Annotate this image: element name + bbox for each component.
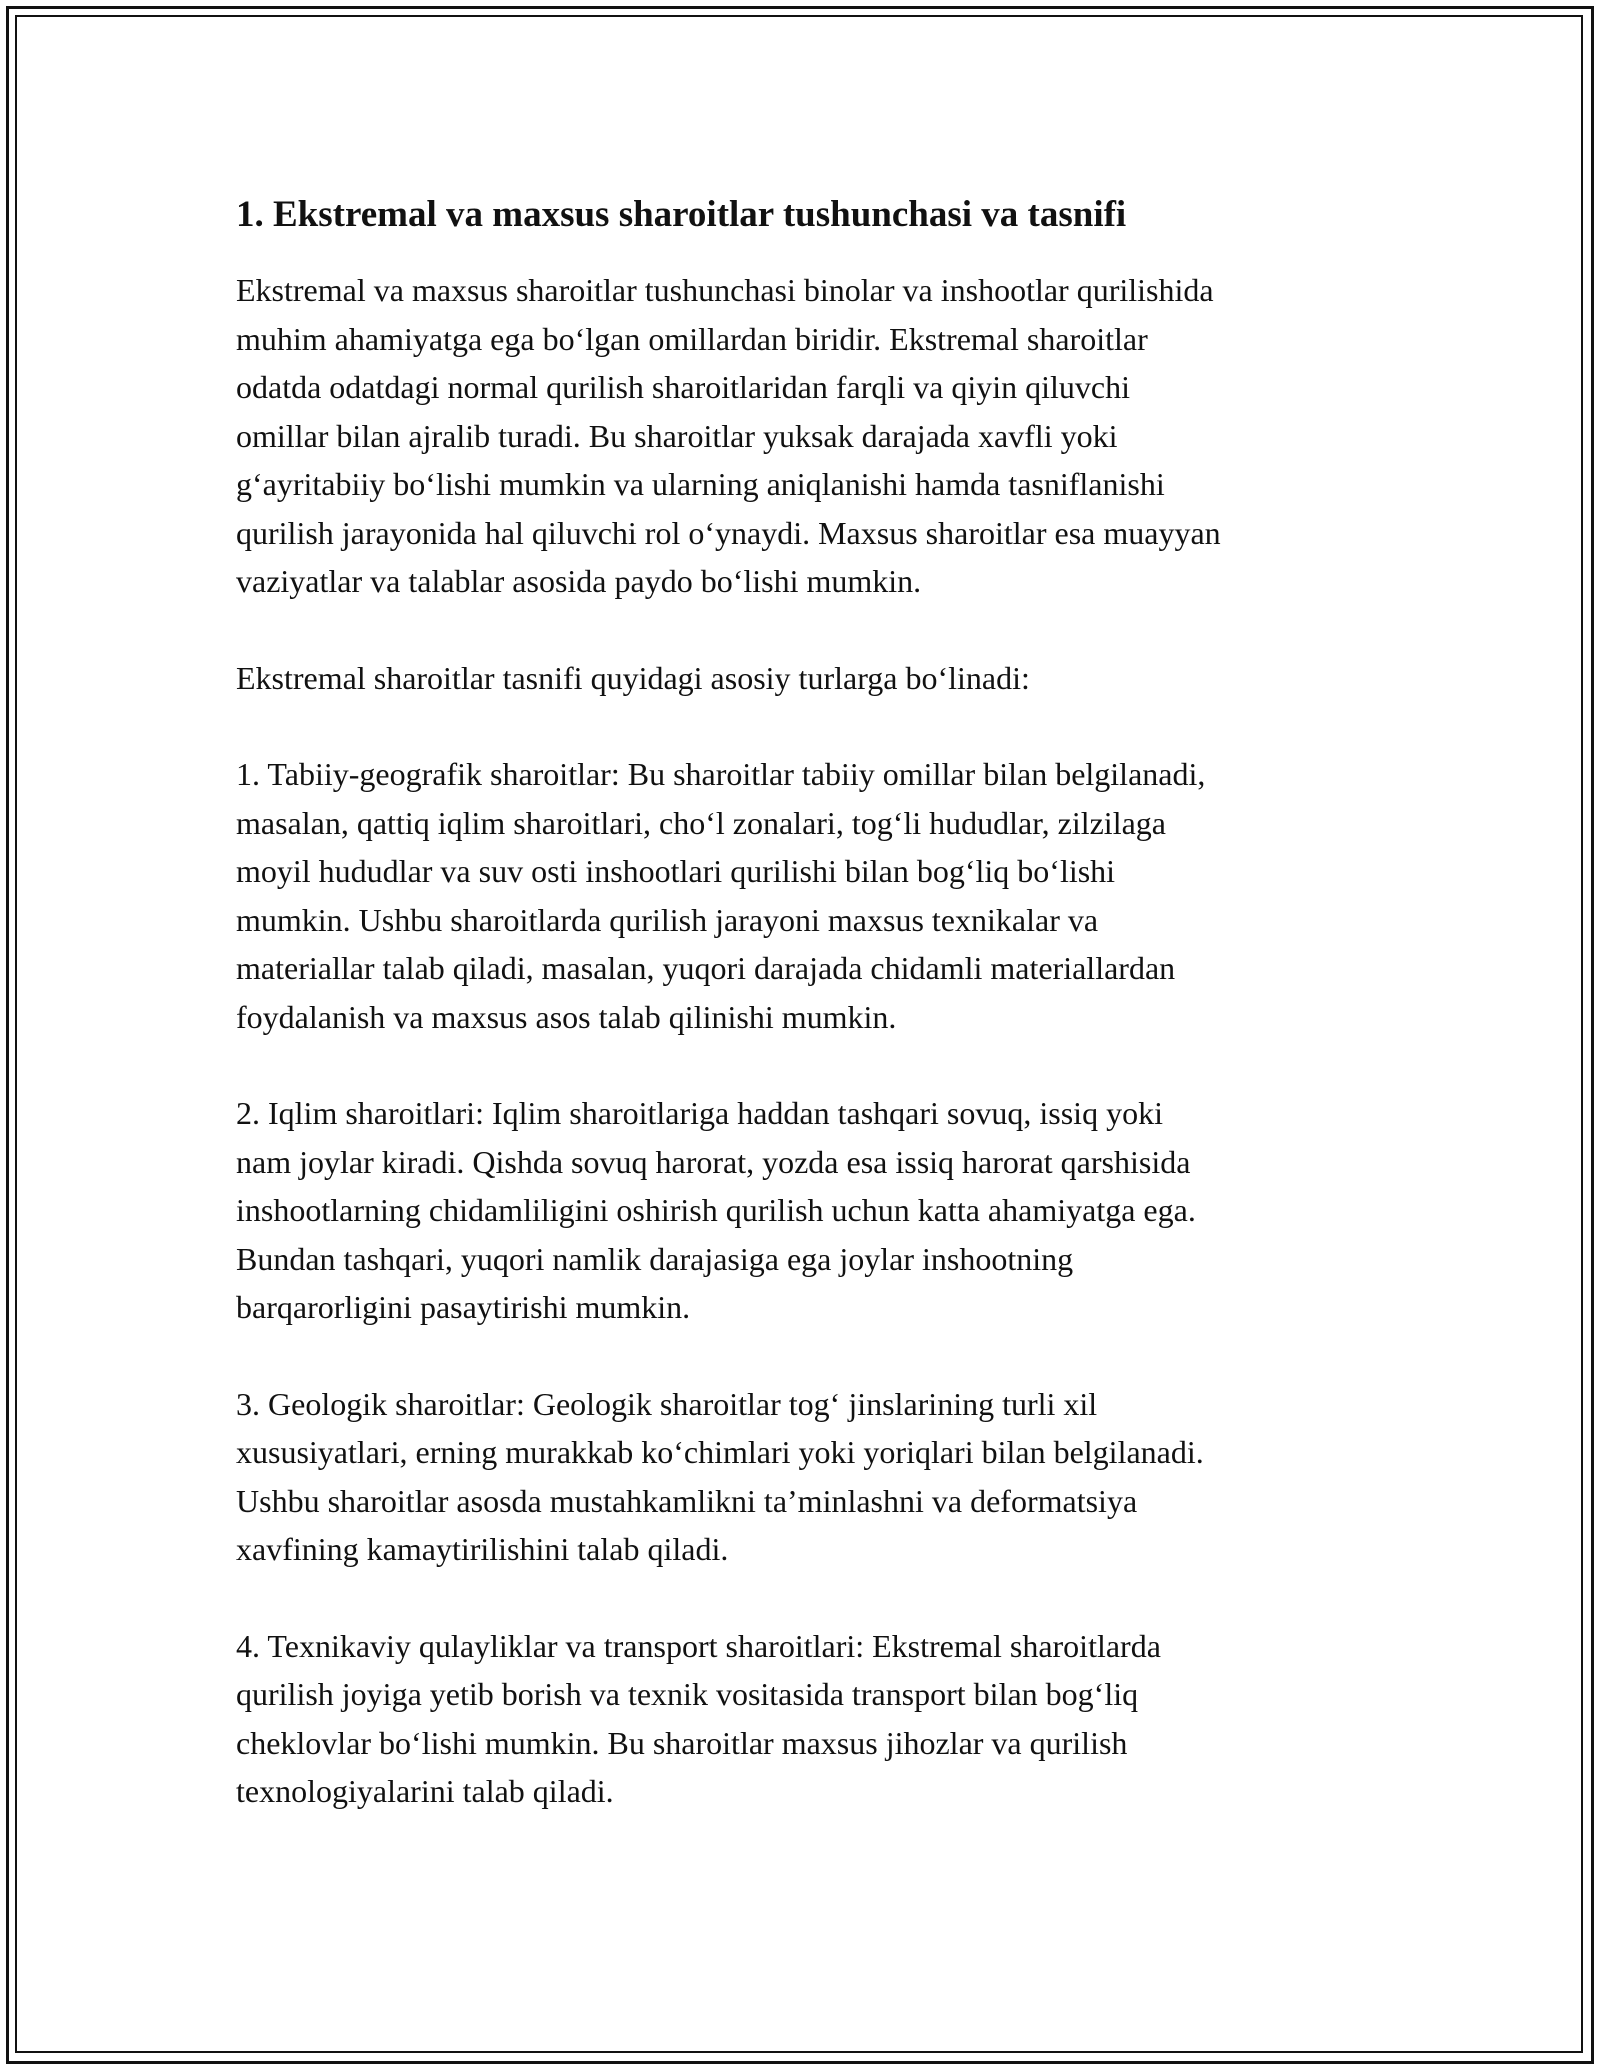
text-line: materiallar talab qiladi, masalan, yuqori darajada chidamli materiallardan: [236, 950, 1176, 986]
text-line: xususiyatlari, erning murakkab ko‘chimlari yoki yoriqlari bilan belgilanadi.: [236, 1434, 1204, 1470]
text-line: moyil hududlar va suv osti inshootlari qurilishi bilan bog‘liq bo‘lishi: [236, 853, 1116, 889]
text-line: foydalanish va maxsus asos talab qilinishi mumkin.: [236, 998, 897, 1035]
text-line: masalan, qattiq iqlim sharoitlari, cho‘l zonalari, tog‘li hududlar, zilzilaga: [236, 804, 1166, 841]
text-line: barqarorligini pasaytirishi mumkin.: [236, 1289, 691, 1325]
text-line: qurilish jarayonida hal qiluvchi rol o‘ynaydi. Maxsus sharoitlar esa muayyan: [236, 514, 1221, 551]
text-line: odatda odatdagi normal qurilish sharoitlaridan farqli va qiyin qiluvchi: [236, 369, 1130, 405]
text-line: 1. Tabiiy-geografik sharoitlar: Bu sharoitlar tabiiy omillar bilan belgilanadi,: [236, 756, 1206, 792]
text-line: inshootlarning chidamliligini oshirish qurilish uchun katta ahamiyatga ega.: [236, 1192, 1196, 1228]
text-line: g‘ayritabiiy bo‘lishi mumkin va ularning aniqlanishi hamda tasniflanishi: [236, 466, 1165, 502]
paragraph-item-4: [236, 1622, 1376, 1816]
text-line: Ushbu sharoitlar asosda mustahkamlikni ta’minlashni va deformatsiya: [236, 1482, 1138, 1519]
text-line: xavfining kamaytirilishini talab qiladi.: [236, 1531, 729, 1567]
paragraph-classification-intro: [236, 654, 1376, 703]
text-line: 2. Iqlim sharoitlari: Iqlim sharoitlariga haddan tashqari sovuq, issiq yoki: [236, 1095, 1163, 1131]
text-line: nam joylar kiradi. Qishda sovuq harorat, yozda esa issiq harorat qarshisida: [236, 1143, 1191, 1180]
text-line: Bundan tashqari, yuqori namlik darajasiga ega joylar inshootning: [236, 1240, 1074, 1277]
section-title: 1. Ekstremal va maxsus sharoitlar tushunchasi va tasnifi: [236, 194, 1127, 235]
text-line: Ekstremal va maxsus sharoitlar tushunchasi binolar va inshootlar qurilishida: [236, 272, 1214, 308]
document-body: [236, 186, 1376, 1864]
text-line: vaziyatlar va talablar asosida paydo bo‘lishi mumkin.: [236, 563, 922, 599]
text-line: texnologiyalarini talab qiladi.: [236, 1773, 614, 1809]
text-line: 3. Geologik sharoitlar: Geologik sharoitlar tog‘ jinslarining turli xil: [236, 1385, 1098, 1422]
paragraph-intro: [236, 266, 1376, 606]
text-line: cheklovlar bo‘lishi mumkin. Bu sharoitlar maxsus jihozlar va qurilish: [236, 1724, 1128, 1761]
text-line: muhim ahamiyatga ega bo‘lgan omillardan biridir. Ekstremal sharoitlar: [236, 320, 1148, 357]
text-line: Ekstremal sharoitlar tasnifi quyidagi asosiy turlarga bo‘linadi:: [236, 659, 1030, 696]
text-line: mumkin. Ushbu sharoitlarda qurilish jarayoni maxsus texnikalar va: [236, 901, 1099, 938]
text-line: qurilish joyiga yetib borish va texnik vositasida transport bilan bog‘liq: [236, 1676, 1139, 1712]
paragraph-item-2: [236, 1089, 1376, 1332]
text-line: omillar bilan ajralib turadi. Bu sharoitlar yuksak darajada xavfli yoki: [236, 417, 1118, 454]
paragraph-item-1: [236, 750, 1376, 1041]
paragraph-item-3: [236, 1380, 1376, 1574]
text-line: 4. Texnikaviy qulayliklar va transport sharoitlari: Ekstremal sharoitlarda: [236, 1627, 1161, 1664]
